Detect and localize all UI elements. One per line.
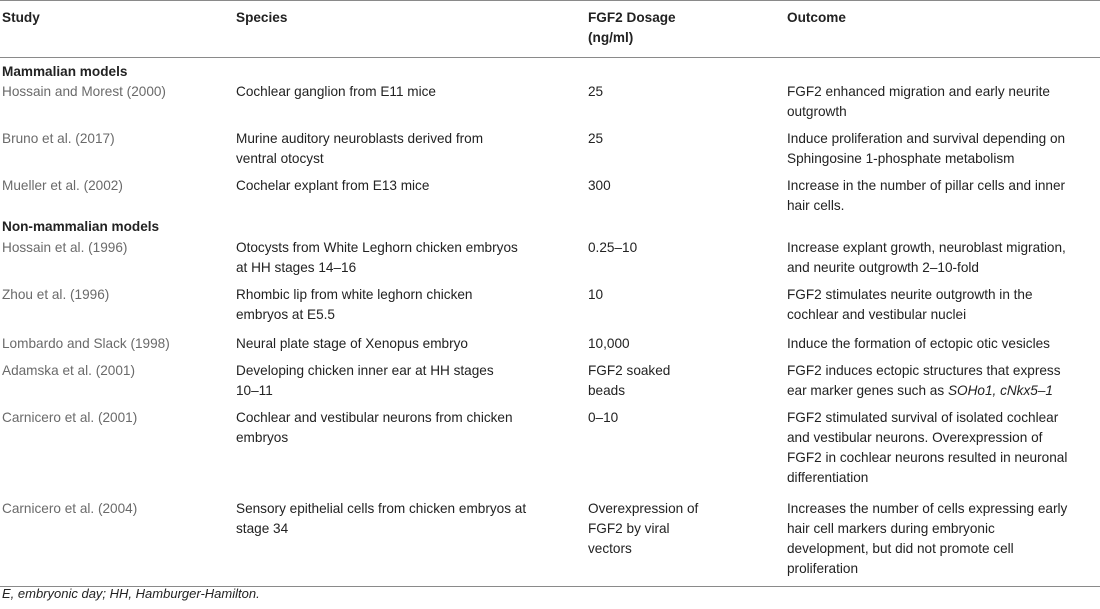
outcome-line: FGF2 stimulates neurite outgrowth in the (787, 287, 1033, 302)
header-dosage-line1: FGF2 Dosage (588, 10, 676, 25)
table-row-study: Zhou et al. (1996) (2, 287, 110, 302)
table-row-study: Hossain and Morest (2000) (2, 84, 166, 99)
table-row-outcome (787, 361, 1099, 401)
table-row-outcome (787, 238, 1099, 278)
outcome-text: ear marker genes such as (787, 383, 948, 398)
table-row-species (236, 361, 566, 401)
species-line: Developing chicken inner ear at HH stages (236, 363, 494, 378)
outcome-line (787, 381, 1099, 401)
dosage-line: 0–10 (588, 410, 619, 425)
outcome-line: FGF2 induces ectopic structures that express (787, 363, 1061, 378)
species-line: 10–11 (236, 383, 273, 398)
header-dosage-line2: (ng/ml) (588, 30, 634, 45)
header-outcome: Outcome (787, 10, 846, 25)
species-line: Otocysts from White Leghorn chicken embryos (236, 240, 518, 255)
outcome-line: cochlear and vestibular nuclei (787, 307, 967, 322)
table-row-species (236, 82, 566, 102)
dosage-line: 25 (588, 131, 604, 146)
header-dosage (588, 8, 758, 48)
table-row-dosage (588, 82, 758, 102)
species-line: Cochelar explant from E13 mice (236, 178, 430, 193)
table-row-dosage (588, 238, 758, 258)
table-row-species (236, 129, 566, 169)
table-row-species (236, 408, 566, 448)
table-row-study: Carnicero et al. (2004) (2, 501, 138, 516)
header-rule (0, 57, 1100, 58)
table-row-outcome (787, 408, 1099, 488)
outcome-line: and vestibular neurons. Overexpression of (787, 430, 1043, 445)
header-study: Study (2, 10, 40, 25)
outcome-line: Increases the number of cells expressing early (787, 501, 1068, 516)
table-row-dosage (588, 285, 758, 305)
table-row-species (236, 334, 566, 354)
table-row-species (236, 499, 566, 539)
dosage-line: Overexpression of (588, 501, 699, 516)
dosage-line: 10,000 (588, 336, 630, 351)
outcome-line: hair cell markers during embryonic (787, 521, 995, 536)
outcome-line: FGF2 stimulated survival of isolated cochlear (787, 410, 1059, 425)
dosage-line: 300 (588, 178, 611, 193)
table-row-outcome (787, 176, 1099, 216)
species-line: Murine auditory neuroblasts derived from (236, 131, 484, 146)
table-row-outcome (787, 499, 1099, 579)
species-line: Cochlear and vestibular neurons from chicken (236, 410, 513, 425)
top-rule (0, 0, 1100, 1)
table-row-study: Bruno et al. (2017) (2, 131, 115, 146)
table-row-outcome (787, 334, 1099, 354)
outcome-line: and neurite outgrowth 2–10-fold (787, 260, 979, 275)
table-row-study: Adamska et al. (2001) (2, 363, 135, 378)
dosage-line: 10 (588, 287, 604, 302)
outcome-line: FGF2 in cochlear neurons resulted in neuronal (787, 450, 1068, 465)
outcome-line: Induce the formation of ectopic otic vesicles (787, 336, 1050, 351)
outcome-line: proliferation (787, 561, 859, 576)
outcome-line: outgrowth (787, 104, 847, 119)
dosage-line: 25 (588, 84, 604, 99)
table-row-study: Carnicero et al. (2001) (2, 410, 138, 425)
outcome-line: Induce proliferation and survival depending on (787, 131, 1066, 146)
table-row-dosage (588, 499, 758, 559)
dosage-line: FGF2 soaked (588, 363, 671, 378)
table-row-outcome (787, 285, 1099, 325)
outcome-line: development, but did not promote cell (787, 541, 1014, 556)
outcome-line: differentiation (787, 470, 869, 485)
section-mammalian: Mammalian models (2, 64, 128, 79)
species-line: stage 34 (236, 521, 289, 536)
header-species: Species (236, 10, 288, 25)
table-row-study: Mueller et al. (2002) (2, 178, 123, 193)
table-row-study: Hossain et al. (1996) (2, 240, 128, 255)
species-line: Sensory epithelial cells from chicken embryos at (236, 501, 527, 516)
dosage-line: vectors (588, 541, 632, 556)
species-line: embryos (236, 430, 289, 445)
outcome-line: Sphingosine 1-phosphate metabolism (787, 151, 1015, 166)
outcome-line: Increase in the number of pillar cells and inner (787, 178, 1066, 193)
table-row-dosage (588, 129, 758, 149)
species-line: embryos at E5.5 (236, 307, 335, 322)
table-row-species (236, 238, 566, 278)
table-row-study: Lombardo and Slack (1998) (2, 336, 170, 351)
table-row-species (236, 285, 566, 325)
species-line: ventral otocyst (236, 151, 324, 166)
species-line: at HH stages 14–16 (236, 260, 357, 275)
table-row-outcome (787, 82, 1099, 122)
table-row-dosage (588, 361, 758, 401)
dosage-line: beads (588, 383, 626, 398)
table-footnote: E, embryonic day; HH, Hamburger-Hamilton. (2, 586, 260, 601)
outcome-line: hair cells. (787, 198, 845, 213)
table-row-dosage (588, 334, 758, 354)
dosage-line: 0.25–10 (588, 240, 638, 255)
table-row-species (236, 176, 566, 196)
section-non-mammalian: Non-mammalian models (2, 219, 160, 234)
dosage-line: FGF2 by viral (588, 521, 670, 536)
species-line: Cochlear ganglion from E11 mice (236, 84, 436, 99)
table-row-outcome (787, 129, 1099, 169)
outcome-gene-names: SOHo1, cNkx5–1 (947, 383, 1053, 398)
species-line: Neural plate stage of Xenopus embryo (236, 336, 468, 351)
table-row-dosage (588, 408, 758, 428)
table-row-dosage (588, 176, 758, 196)
species-line: Rhombic lip from white leghorn chicken (236, 287, 473, 302)
outcome-line: FGF2 enhanced migration and early neurite (787, 84, 1050, 99)
outcome-line: Increase explant growth, neuroblast migration, (787, 240, 1066, 255)
